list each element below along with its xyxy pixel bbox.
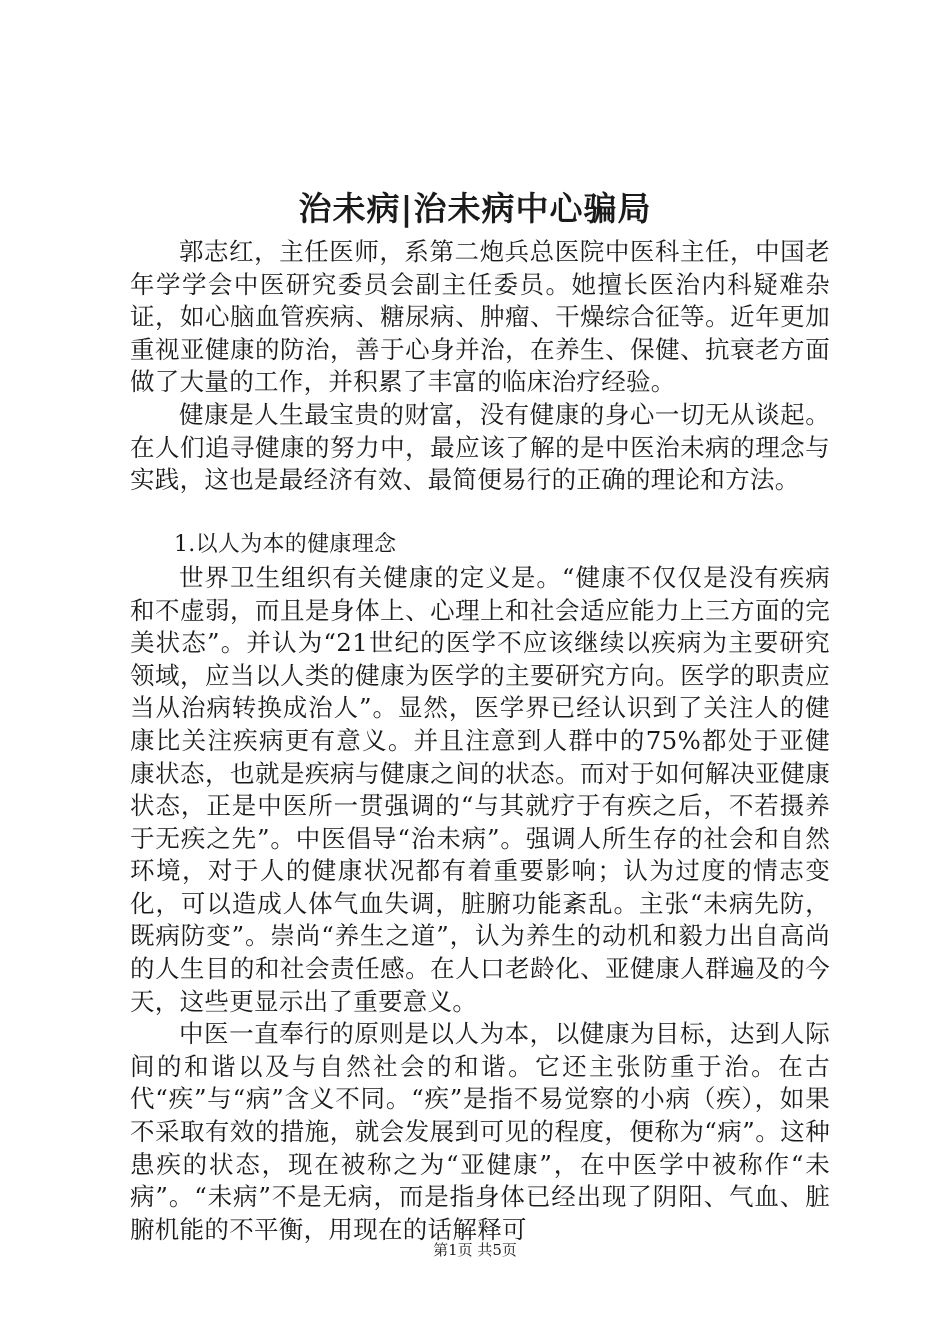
paragraph-author-intro: 郭志红，主任医师，系第二炮兵总医院中医科主任，中国老年学学会中医研究委员会副主任委员。她擅长医治内科疑难杂证，如心脑血管疾病、糖尿病、肿瘤、干燥综合征等。近年更加重视亚健康的防治，善于心身并治，在养生、保健、抗衰老方面做了大量的工作，并积累了丰富的临床治疗经验。 [130, 237, 830, 397]
blank-line [130, 497, 830, 530]
paragraph-health-wealth: 健康是人生最宝贵的财富，没有健康的身心一切无从谈起。在人们追寻健康的努力中，最应该了解的是中医治未病的理念与实践，这也是最经济有效、最简便易行的正确的理论和方法。 [130, 399, 830, 495]
document-body [130, 236, 830, 1246]
paragraph-who-definition: 世界卫生组织有关健康的定义是。“健康不仅仅是没有疾病和不虚弱，而且是身体上、心理上和社会适应能力上三方面的完美状态”。并认为“21世纪的医学不应该继续以疾病为主要研究领域，应当以人类的健康为医学的主要研究方向。医学的职责应当从治病转换成治人”。显然，医学界已经认识到了关注人的健康比关注疾病更有意义。并且注意到人群中的75%都处于亚健康状态，也就是疾病与健康之间的状态。而对于如何解决亚健康状态，正是中医所一贯强调的“与其就疗于有疾之后，不若摄养于无疾之先”。中医倡导“治未病”。强调人所生存的社会和自然环境，对于人的健康状况都有着重要影响；认为过度的情志变化，可以造成人体气血失调，脏腑功能紊乱。主张“未病先防，既病防变”。崇尚“养生之道”，认为养生的动机和毅力出自高尚的人生目的和社会责任感。在人口老龄化、亚健康人群遍及的今天，这些更显示出了重要意义。 [130, 562, 831, 1016]
section-heading: 1.以人为本的健康理念 [174, 532, 397, 558]
document-title: 治未病|治未病中心骗局 [298, 189, 652, 228]
page-footer: 第1页 共5页 [433, 1241, 517, 1259]
paragraph-people-oriented: 中医一直奉行的原则是以人为本，以健康为目标，达到人际间的和谐以及与自然社会的和谐。它还主张防重于治。在古代“疾”与“病”含义不同。“疾”是指不易觉察的小病（疾），如果不采取有效的措施，就会发展到可见的程度，便称为“病”。这种患疾的状态，现在被称之为“亚健康”，在中医学中被称作“未病”。“未病”不是无病，而是指身体已经出现了阴阳、气血、脏腑机能的不平衡，用现在的话解释可 [130, 1019, 830, 1244]
